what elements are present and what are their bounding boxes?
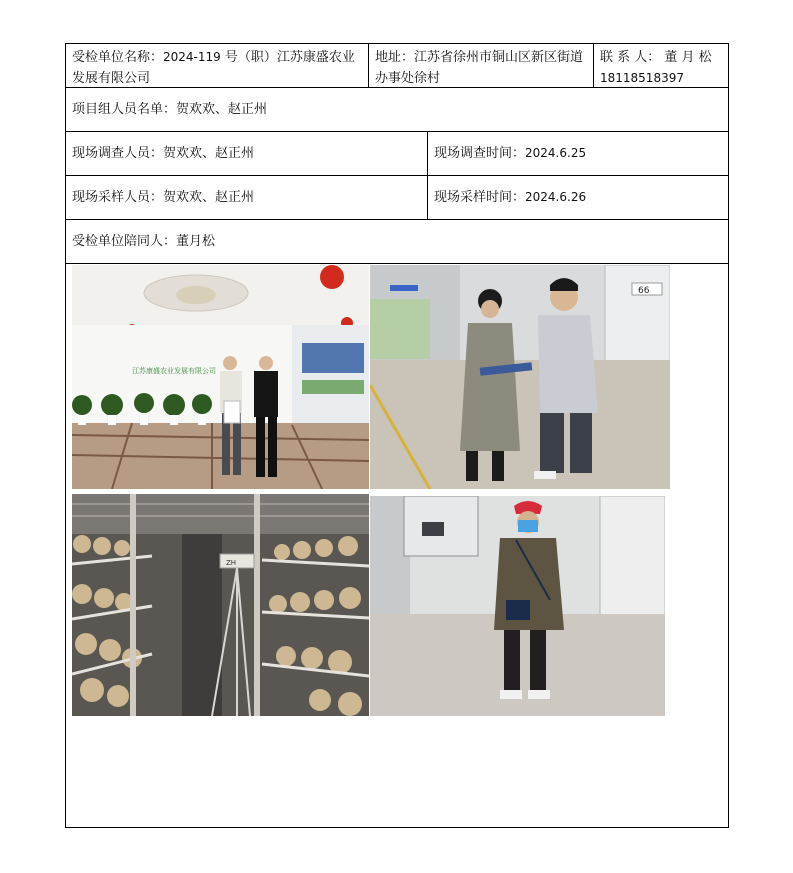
team-value: 贺欢欢、赵正州: [176, 102, 268, 117]
sampling-staff-label: 现场采样人员：: [72, 190, 164, 205]
photo-field-survey: [370, 265, 670, 489]
escort-value: 董月松: [176, 234, 216, 249]
escort-label: 受检单位陪同人：: [72, 234, 177, 249]
survey-staff-label: 现场调查人员：: [72, 146, 164, 161]
sampling-staff-value: 贺欢欢、赵正州: [163, 190, 255, 205]
inspection-record-table: [65, 43, 729, 828]
sampling-row: [66, 176, 728, 220]
address-cell: [368, 44, 593, 87]
team-row: [66, 88, 728, 132]
unit-label: 受检单位名称：: [72, 50, 164, 65]
survey-staff-cell: [66, 132, 427, 175]
unit-name-cell: [66, 44, 368, 87]
sampling-time-value: 2024.6.26: [525, 190, 587, 204]
escort-row: [66, 220, 728, 264]
office-banner-text: 江苏康盛农业发展有限公司: [132, 367, 216, 375]
door-number-text: 66: [638, 286, 650, 296]
address-value: 江苏省徐州市铜山区新区街道办事处徐村: [375, 50, 584, 86]
survey-time-cell: [427, 132, 730, 175]
survey-time-value: 2024.6.25: [525, 146, 587, 160]
contact-label: 联 系 人： 董 月 松: [600, 50, 712, 65]
survey-row: [66, 132, 728, 176]
sampling-time-cell: [427, 176, 730, 219]
sampling-time-label: 现场采样时间：: [434, 190, 526, 205]
contact-cell: [593, 44, 730, 87]
photo-office-visit: [72, 265, 369, 489]
contact-phone: 18118518397: [600, 71, 684, 85]
team-label: 项目组人员名单：: [72, 102, 177, 117]
sampling-staff-cell: [66, 176, 427, 219]
unit-name: 号（职）江苏康盛农业发展有限公司: [72, 50, 355, 86]
header-row: [66, 44, 728, 88]
survey-time-label: 现场调查时间：: [434, 146, 526, 161]
escort-cell: [66, 220, 728, 263]
team-cell: [66, 88, 728, 131]
survey-staff-value: 贺欢欢、赵正州: [163, 146, 255, 161]
photo-shelf-sampling: [72, 494, 369, 716]
photo-escort-person: [370, 496, 665, 716]
device-label-text: ZH: [226, 559, 237, 567]
address-label: 地址：: [375, 50, 415, 65]
unit-code: 2024-119: [163, 50, 221, 64]
